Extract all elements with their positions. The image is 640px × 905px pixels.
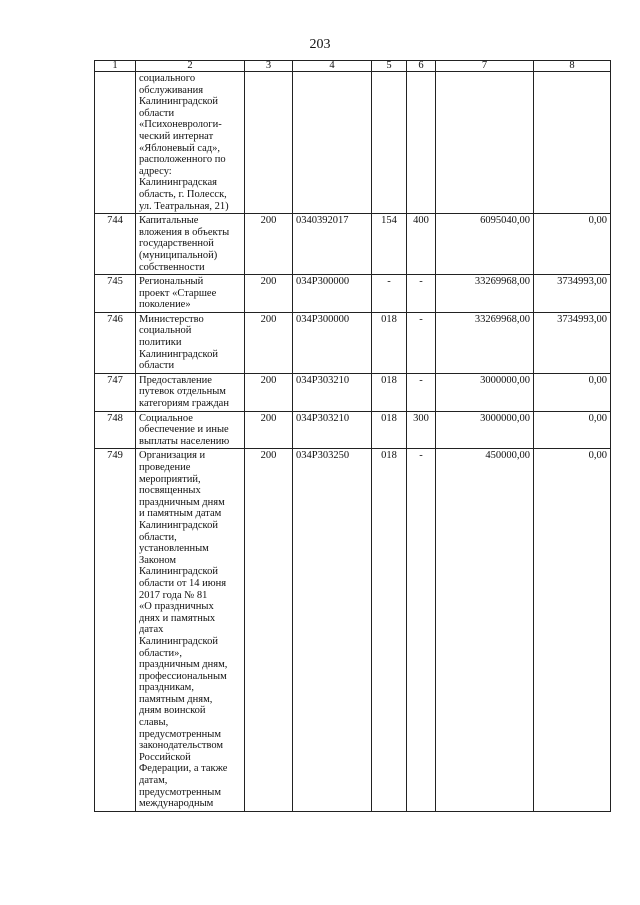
cell-col5: 018 xyxy=(372,373,407,411)
header-row xyxy=(95,61,611,72)
cell-col5: 154 xyxy=(372,214,407,275)
cell-col6: - xyxy=(407,373,436,411)
cell-col4: 034P300000 xyxy=(293,312,372,373)
cell-col8: 0,00 xyxy=(534,411,611,449)
cell-col5: 018 xyxy=(372,312,407,373)
row-name: Социальное обеспечение и иные выплаты населению xyxy=(136,411,245,449)
page-number: 203 xyxy=(309,37,331,52)
cell-col7: 450000,00 xyxy=(436,449,534,811)
cell-col5: 018 xyxy=(372,449,407,811)
cell-col6: - xyxy=(407,275,436,313)
cell-col3: 200 xyxy=(245,449,293,811)
column-header: 3 xyxy=(245,61,293,72)
cell-col7: 33269968,00 xyxy=(436,275,534,313)
row-number: 747 xyxy=(95,373,136,411)
column-header: 4 xyxy=(293,61,372,72)
cell-col8: 0,00 xyxy=(534,373,611,411)
row-number: 749 xyxy=(95,449,136,811)
table-row xyxy=(95,411,611,449)
cell-col3: 200 xyxy=(245,411,293,449)
row-name: Региональный проект «Старшее поколение» xyxy=(136,275,245,313)
row-number: 746 xyxy=(95,312,136,373)
table-row xyxy=(95,449,611,811)
row-number: 744 xyxy=(95,214,136,275)
cell-col4: 0340392017 xyxy=(293,214,372,275)
column-header: 8 xyxy=(534,61,611,72)
row-name: Министерство социальной политики Калининградской области xyxy=(136,312,245,373)
cell-col7: 3000000,00 xyxy=(436,411,534,449)
table-row xyxy=(95,275,611,313)
cell-col4: 034P303210 xyxy=(293,411,372,449)
row-name: Организация и проведение мероприятий, посвященных праздничным дням и памятным датам Калининградской области, установленным Законом Калининградской области от 14 июня 2017 года № 81 «О праздничных днях и памятных датах Калининградской области», праздничным дням, профессиональным праздникам, памятным дням, дням воинской славы, предусмотренным законодательством Российской Федерации, а также датам, предусмотренным международным xyxy=(136,449,245,811)
cell-col6: - xyxy=(407,449,436,811)
row-name: Капитальные вложения в объекты государственной (муниципальной) собственности xyxy=(136,214,245,275)
column-header: 2 xyxy=(136,61,245,72)
cell-col5: - xyxy=(372,275,407,313)
cell-col4: 034P303210 xyxy=(293,373,372,411)
cell-col4: 034P303250 xyxy=(293,449,372,811)
cell-col3: 200 xyxy=(245,275,293,313)
cell-col6: 300 xyxy=(407,411,436,449)
cell-col7: 3000000,00 xyxy=(436,373,534,411)
column-header: 7 xyxy=(436,61,534,72)
table-row xyxy=(95,214,611,275)
cell-col3: 200 xyxy=(245,373,293,411)
cell-col5: 018 xyxy=(372,411,407,449)
cell-col3: 200 xyxy=(245,312,293,373)
cell-col3: 200 xyxy=(245,214,293,275)
cell-col7: 6095040,00 xyxy=(436,214,534,275)
column-header: 6 xyxy=(407,61,436,72)
row-name: Предоставление путевок отдельным категориям граждан xyxy=(136,373,245,411)
cell-col8: 0,00 xyxy=(534,449,611,811)
cell-col8: 0,00 xyxy=(534,214,611,275)
table-row-continuation xyxy=(95,72,611,214)
column-header: 1 xyxy=(95,61,136,72)
budget-table xyxy=(94,60,611,812)
column-header: 5 xyxy=(372,61,407,72)
row-number: 748 xyxy=(95,411,136,449)
cell-col8: 3734993,00 xyxy=(534,312,611,373)
table-row xyxy=(95,312,611,373)
table-row xyxy=(95,373,611,411)
cell-col8: 3734993,00 xyxy=(534,275,611,313)
row-number: 745 xyxy=(95,275,136,313)
cell-col7: 33269968,00 xyxy=(436,312,534,373)
row-name: социального обслуживания Калининградской области «Психоневрологи- ческий интернат «Яблоневый сад», расположенного по адресу: Калининградская область, г. Полесск, ул. Театральная, 21) xyxy=(136,72,245,214)
cell-col4: 034P300000 xyxy=(293,275,372,313)
cell-col6: 400 xyxy=(407,214,436,275)
cell-col6: - xyxy=(407,312,436,373)
